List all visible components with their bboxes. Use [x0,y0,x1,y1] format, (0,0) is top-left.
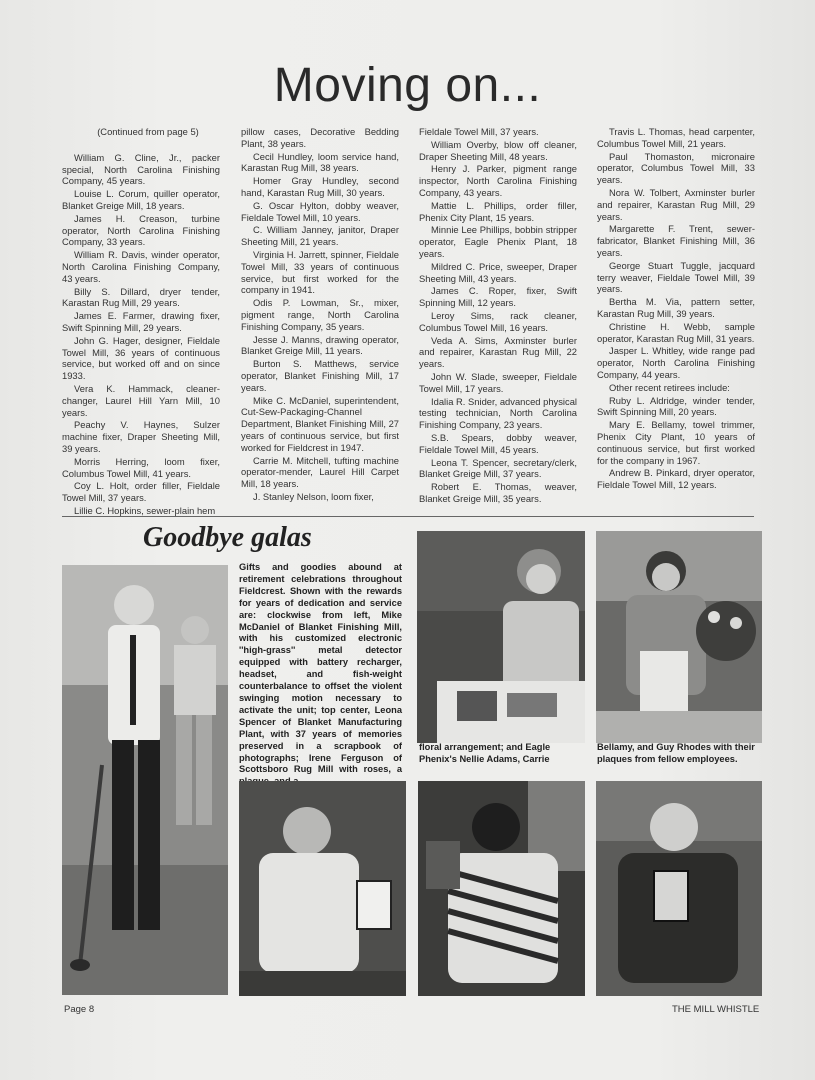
section-divider [62,516,754,517]
retiree-entry: Mildred C. Price, sweeper, Draper Sheeting Mill, 43 years. [419,260,577,284]
retiree-entry: Nora W. Tolbert, Axminster burler and repairer, Karastan Rug Mill, 29 years. [597,186,755,222]
retiree-entry: Paul Thomaston, micronaire operator, Columbus Towel Mill, 33 years. [597,150,755,186]
retiree-entry: Morris Herring, loom fixer, Columbus Towel Mill, 41 years. [62,455,220,479]
retiree-entry: Billy S. Dillard, dryer tender, Karastan Rug Mill, 29 years. [62,285,220,309]
retiree-entry: pillow cases, Decorative Bedding Plant, 38 years. [241,126,399,149]
retiree-entry: Andrew B. Pinkard, dryer operator, Fieldale Towel Mill, 12 years. [597,467,755,491]
retiree-entry: Mattie L. Phillips, order filler, Phenix City Plant, 15 years. [419,199,577,223]
retiree-entry: C. William Janney, janitor, Draper Sheeting Mill, 21 years. [241,224,399,248]
retiree-entry: William R. Davis, winder operator, North Carolina Finishing Company, 43 years. [62,249,220,284]
retiree-entry: Ruby L. Aldridge, winder tender, Swift Spinning Mill, 20 years. [597,394,755,418]
retiree-entry: Leroy Sims, rack cleaner, Columbus Towel Mill, 16 years. [419,309,577,333]
retiree-entry: J. Stanley Nelson, loom fixer, [253,490,374,502]
retiree-entry: George Stuart Tuggle, jacquard terry weaver, Fieldale Towel Mill, 39 years. [597,259,755,295]
subheading-other-retirees: Other recent retirees include: [609,381,730,393]
retiree-entry: Carrie M. Mitchell, tufting machine operator-mender, Laurel Hill Carpet Mill, 18 years. [241,454,399,490]
retirees-column-4 [597,126,755,492]
photo-mike-mcdaniel [62,565,228,995]
retiree-entry: Mike C. McDaniel, superintendent, Cut-Sew-Packaging-Channel Department, Blanket Finishing Mill, 27 years of continuous service, but first worked for Fieldcrest in 1947. [241,394,399,453]
retirees-column-1 [62,126,220,518]
retiree-entry: Louise L. Corum, quiller operator, Blanket Greige Mill, 18 years. [62,188,220,211]
retiree-entry: Peachy V. Haynes, Sulzer machine fixer, Draper Sheeting Mill, 39 years. [62,419,220,454]
galas-caption-text: Gifts and goodies abound at retirement celebrations throughout Fieldcrest. Shown with the rewards for years of dedication and service are: clockwise from left, Mike McDaniel of Blanket Finishing Mill, with his customized electronic ''high-grass'' metal detector equipped with battery recharger, headset, and fish-weight counterbalance to offset the violent swinging motion necessary to activate the unit; top center, Leona Spencer of Blanket Manufacturing Plant, with 37 years of memories preserved in a scrapbook of photographs; Irene Ferguson of Scottsboro Rug Mill with roses, a [239,562,402,775]
retirees-column-2 [241,126,399,504]
retiree-entry: Christine H. Webb, sample operator, Karastan Rug Mill, 31 years. [597,320,755,344]
retiree-entry: Margarette F. Trent, sewer-fabricator, Blanket Finishing Mill, 36 years. [597,223,755,258]
retiree-entry: John W. Slade, sweeper, Fieldale Towel Mill, 17 years. [419,370,577,394]
retirees-column-3 [419,126,577,506]
retiree-entry: S.B. Spears, dobby weaver, Fieldale Towel Mill, 45 years. [419,431,577,455]
retiree-entry: Odis P. Lowman, Sr., mixer, pigment range, North Carolina Finishing Company, 35 years. [241,297,399,332]
retiree-entry: William Overby, blow off cleaner, Draper Sheeting Mill, 48 years. [419,138,577,162]
photo-irene-ferguson [596,531,762,743]
retiree-entry: Jesse J. Manns, drawing operator, Blanket Greige Mill, 11 years. [241,333,399,357]
retiree-entry: James E. Farmer, drawing fixer, Swift Spinning Mill, 29 years. [62,310,220,333]
retiree-entry: Virginia H. Jarrett, spinner, Fieldale Towel Mill, 33 years of continuous service, but first worked for the company in 1941. [241,248,399,296]
retiree-entry: Jasper L. Whitley, wide range pad operator, North Carolina Finishing Company, 44 years. [597,345,755,380]
photo-leona-spencer [417,531,585,743]
retiree-entry: Burton S. Matthews, service operator, Blanket Finishing Mill, 17 years. [241,358,399,393]
photo-guy-rhodes [239,781,406,996]
retiree-entry: Bertha M. Via, pattern setter, Karastan Rug Mill, 39 years. [597,296,755,319]
galas-heading: Goodbye galas [143,522,312,553]
retiree-entry: James H. Creason, turbine operator, North Carolina Finishing Company, 33 years. [62,212,220,248]
retiree-entry: Idalia R. Snider, advanced physical testing technician, North Carolina Finishing Company, 23 years. [419,395,577,431]
retiree-entry: Henry J. Parker, pigment range inspector, North Carolina Finishing Company, 43 years. [419,163,577,198]
page-number: Page 8 [64,1004,95,1015]
galas-caption-center: floral arrangement; and Eagle Phenix's Nellie Adams, Carrie [419,742,551,764]
retiree-entry: Minnie Lee Phillips, bobbin stripper operator, Eagle Phenix Plant, 18 years. [419,224,577,259]
retiree-entry: Fieldale Towel Mill, 37 years. [419,126,539,137]
retiree-entry: Travis L. Thomas, head carpenter, Columbus Towel Mill, 21 years. [597,126,755,149]
retiree-entry: William G. Cline, Jr., packer special, North Carolina Finishing Company, 45 years. [62,151,220,187]
photo-carrie-bellamy [596,781,762,996]
retiree-entry: Veda A. Sims, Axminster burler and repairer, Karastan Rug Mill, 22 years. [419,334,577,370]
retiree-entry: Coy L. Holt, order filler, Fieldale Towel Mill, 37 years. [62,480,220,504]
retiree-entry: Robert E. Thomas, weaver, Blanket Greige Mill, 35 years. [419,481,577,504]
retiree-entry: James C. Roper, fixer, Swift Spinning Mill, 12 years. [419,285,577,309]
retiree-entry: Lillie C. Hopkins, sewer-plain hem [74,504,216,516]
galas-caption-right: Bellamy, and Guy Rhodes with their plaques from fellow employees. [597,742,755,764]
retiree-entry: G. Oscar Hylton, dobby weaver, Fieldale Towel Mill, 10 years. [241,199,399,223]
continued-note: (Continued from page 5) [97,126,199,137]
retiree-entry: Mary E. Bellamy, towel trimmer, Phenix City Plant, 10 years of continuous service, but first worked for the company in 1967. [597,419,755,466]
photo-nellie-adams [418,781,585,996]
retiree-entry: Homer Gray Hundley, second hand, Karastan Rug Mill, 30 years. [241,175,399,198]
retiree-entry: John G. Hager, designer, Fieldale Towel Mill, 36 years of continuous service, but worked off and on since 1933. [62,334,220,382]
retiree-entry: Cecil Hundley, loom service hand, Karastan Rug Mill, 38 years. [241,150,399,174]
retiree-entry: Leona T. Spencer, secretary/clerk, Blanket Greige Mill, 37 years. [419,456,577,480]
publication-name: THE MILL WHISTLE [672,1004,760,1015]
page-title: Moving on... [273,59,542,112]
retiree-entry: Vera K. Hammack, cleaner-changer, Laurel Hill Yarn Mill, 10 years. [62,382,220,418]
